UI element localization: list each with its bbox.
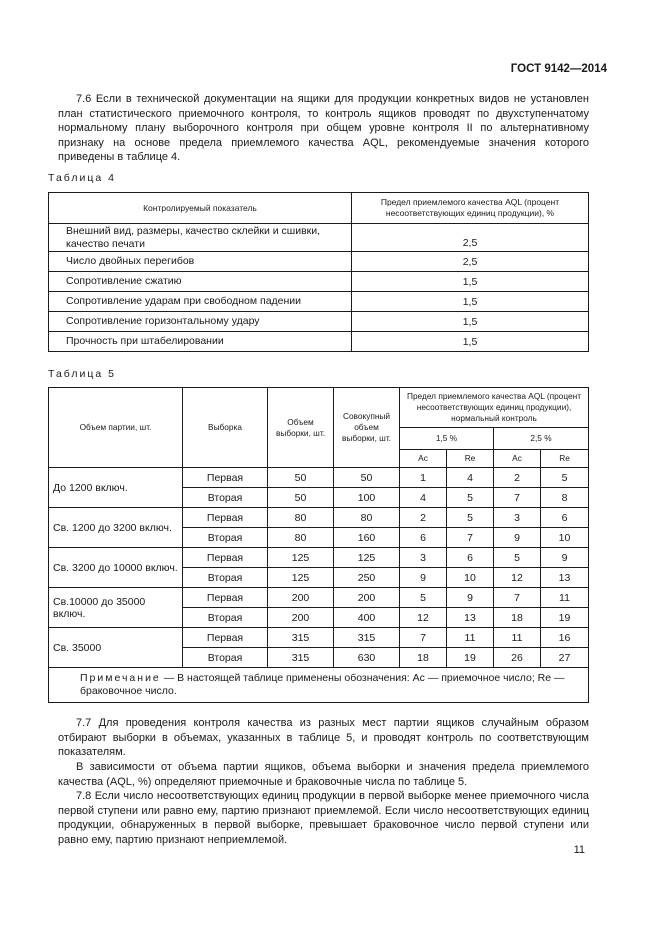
table-row — [49, 312, 589, 332]
aql-2-5-header: 2,5 % — [494, 428, 589, 450]
re2-cell: 6 — [541, 508, 589, 528]
sample-cell: Первая — [183, 628, 268, 648]
ac2-cell: 11 — [494, 628, 541, 648]
page-number: 11 — [573, 844, 585, 856]
re1-cell: 5 — [447, 508, 494, 528]
cumulative-cell: 315 — [334, 628, 400, 648]
paragraph-7-6: 7.6 Если в технической документации на ящики для продукции конкретных видов не установлен план статистического приемочного контроля, то контроль ящиков проводят по двухступенчатому нормальному плану выборочного контроля при общем уровне контроля II по альтернативному признаку на основе предела приемлемого качества AQL, рекомендуемые значения которого приведены в таблице 4. — [58, 93, 589, 164]
ac-header: Ac — [400, 450, 447, 468]
table-row — [49, 548, 589, 568]
sample-size-cell: 125 — [268, 568, 334, 588]
ac1-cell: 9 — [400, 568, 447, 588]
cumulative-cell: 125 — [334, 548, 400, 568]
table4-caption: Таблица 4 — [48, 172, 116, 184]
ac-header: Ac — [494, 450, 541, 468]
aql-cell: 1,5 — [352, 272, 589, 292]
sample-cell: Первая — [183, 508, 268, 528]
sample-cell: Первая — [183, 468, 268, 488]
re1-cell: 19 — [447, 648, 494, 668]
re-header: Re — [447, 450, 494, 468]
re2-cell: 13 — [541, 568, 589, 588]
table-row — [49, 252, 589, 272]
cumulative-cell: 200 — [334, 588, 400, 608]
sample-size-cell: 200 — [268, 608, 334, 628]
ac1-cell: 12 — [400, 608, 447, 628]
table-row — [49, 332, 589, 352]
sample-cell: Первая — [183, 588, 268, 608]
indicator-cell: Сопротивление горизонтальному удару — [49, 312, 352, 332]
table-row — [49, 468, 589, 488]
ac2-cell: 12 — [494, 568, 541, 588]
table5-header-cumulative: Совокупный объем выборки, шт. — [334, 388, 400, 468]
table-row — [49, 292, 589, 312]
table4-header-aql: Предел приемлемого качества AQL (процент несоответствующих единиц продукции), % — [352, 193, 589, 224]
ac2-cell: 18 — [494, 608, 541, 628]
ac2-cell: 2 — [494, 468, 541, 488]
re2-cell: 10 — [541, 528, 589, 548]
re2-cell: 5 — [541, 468, 589, 488]
sample-size-cell: 315 — [268, 648, 334, 668]
indicator-cell: Число двойных перегибов — [49, 252, 352, 272]
re1-cell: 11 — [447, 628, 494, 648]
cumulative-cell: 160 — [334, 528, 400, 548]
ac2-cell: 7 — [494, 488, 541, 508]
cumulative-cell: 250 — [334, 568, 400, 588]
ac1-cell: 5 — [400, 588, 447, 608]
re2-cell: 16 — [541, 628, 589, 648]
re1-cell: 6 — [447, 548, 494, 568]
table5-header-sample-size: Объем выборки, шт. — [268, 388, 334, 468]
ac1-cell: 3 — [400, 548, 447, 568]
lot-size-cell: Св. 35000 — [49, 628, 183, 668]
aql-1-5-header: 1,5 % — [400, 428, 494, 450]
ac1-cell: 2 — [400, 508, 447, 528]
paragraph-7-8: 7.8 Если число несоответствующих единиц продукции в первой выборке менее приемочного числа первой ступени или равно ему, партию признают приемлемой. Если число несоответствующих единиц продукции, обнаруженных в первой выборке, превышает браковочное число первой ступени или равно ему, партию признают неприемлемой. — [58, 790, 589, 846]
table-row — [49, 224, 589, 252]
re1-cell: 7 — [447, 528, 494, 548]
re1-cell: 9 — [447, 588, 494, 608]
sample-cell: Вторая — [183, 568, 268, 588]
indicator-cell: Сопротивление ударам при свободном падении — [49, 292, 352, 312]
table-row — [49, 628, 589, 648]
ac1-cell: 18 — [400, 648, 447, 668]
ac1-cell: 4 — [400, 488, 447, 508]
cumulative-cell: 80 — [334, 508, 400, 528]
table-5 — [48, 387, 589, 703]
table-row — [49, 272, 589, 292]
sample-size-cell: 50 — [268, 468, 334, 488]
ac1-cell: 1 — [400, 468, 447, 488]
re-header: Re — [541, 450, 589, 468]
aql-cell: 1,5 — [352, 332, 589, 352]
sample-size-cell: 80 — [268, 508, 334, 528]
sample-cell: Первая — [183, 548, 268, 568]
aql-cell: 1,5 — [352, 292, 589, 312]
aql-cell: 2,5 — [352, 252, 589, 272]
table-note-row — [49, 668, 589, 703]
standard-header: ГОСТ 9142—2014 — [510, 63, 607, 75]
sample-cell: Вторая — [183, 648, 268, 668]
paragraph-7-7: 7.7 Для проведения контроля качества из разных мест партии ящиков случайным образом отбирают выборки в объемах, указанных в таблице 5, и проводят контроль по соответствующим показателям. — [58, 717, 589, 759]
table5-caption: Таблица 5 — [48, 368, 116, 380]
ac2-cell: 26 — [494, 648, 541, 668]
note-text: — В настоящей таблице применены обозначения: Ac — приемочное число; Re — браковочное число. — [80, 672, 565, 697]
table-row — [49, 508, 589, 528]
re1-cell: 10 — [447, 568, 494, 588]
lot-size-cell: Св. 1200 до 3200 включ. — [49, 508, 183, 548]
re2-cell: 11 — [541, 588, 589, 608]
ac2-cell: 7 — [494, 588, 541, 608]
table-note — [49, 668, 589, 703]
ac2-cell: 5 — [494, 548, 541, 568]
re2-cell: 19 — [541, 608, 589, 628]
sample-size-cell: 80 — [268, 528, 334, 548]
sample-size-cell: 200 — [268, 588, 334, 608]
table-4 — [48, 192, 589, 352]
sample-cell: Вторая — [183, 488, 268, 508]
paragraph-7-7-continued: В зависимости от объема партии ящиков, объема выборки и значения предела приемлемого качества (AQL, %) определяют приемочные и браковочные числа по таблице 5. — [58, 761, 589, 788]
table-row — [49, 588, 589, 608]
sample-size-cell: 50 — [268, 488, 334, 508]
cumulative-cell: 50 — [334, 468, 400, 488]
lot-size-cell: Св.10000 до 35000 включ. — [49, 588, 183, 628]
table5-header-sample: Выборка — [183, 388, 268, 468]
sample-size-cell: 125 — [268, 548, 334, 568]
sample-cell: Вторая — [183, 528, 268, 548]
re2-cell: 8 — [541, 488, 589, 508]
re1-cell: 4 — [447, 468, 494, 488]
indicator-cell: Внешний вид, размеры, качество склейки и сшивки, качество печати — [49, 224, 352, 252]
lot-size-cell: До 1200 включ. — [49, 468, 183, 508]
re2-cell: 27 — [541, 648, 589, 668]
sample-cell: Вторая — [183, 608, 268, 628]
cumulative-cell: 100 — [334, 488, 400, 508]
indicator-cell: Прочность при штабелировании — [49, 332, 352, 352]
re1-cell: 13 — [447, 608, 494, 628]
table5-header-aql: Предел приемлемого качества AQL (процент несоответствующих единиц продукции), нормальный контроль — [400, 388, 589, 428]
note-label: Примечание — [80, 672, 161, 684]
ac1-cell: 6 — [400, 528, 447, 548]
aql-cell: 1,5 — [352, 312, 589, 332]
table4-header-indicator: Контролируемый показатель — [49, 193, 352, 224]
cumulative-cell: 630 — [334, 648, 400, 668]
re1-cell: 5 — [447, 488, 494, 508]
ac2-cell: 3 — [494, 508, 541, 528]
cumulative-cell: 400 — [334, 608, 400, 628]
aql-cell: 2,5 — [352, 224, 589, 252]
ac1-cell: 7 — [400, 628, 447, 648]
table5-header-lot: Объем партии, шт. — [49, 388, 183, 468]
indicator-cell: Сопротивление сжатию — [49, 272, 352, 292]
re2-cell: 9 — [541, 548, 589, 568]
lot-size-cell: Св. 3200 до 10000 включ. — [49, 548, 183, 588]
sample-size-cell: 315 — [268, 628, 334, 648]
ac2-cell: 9 — [494, 528, 541, 548]
